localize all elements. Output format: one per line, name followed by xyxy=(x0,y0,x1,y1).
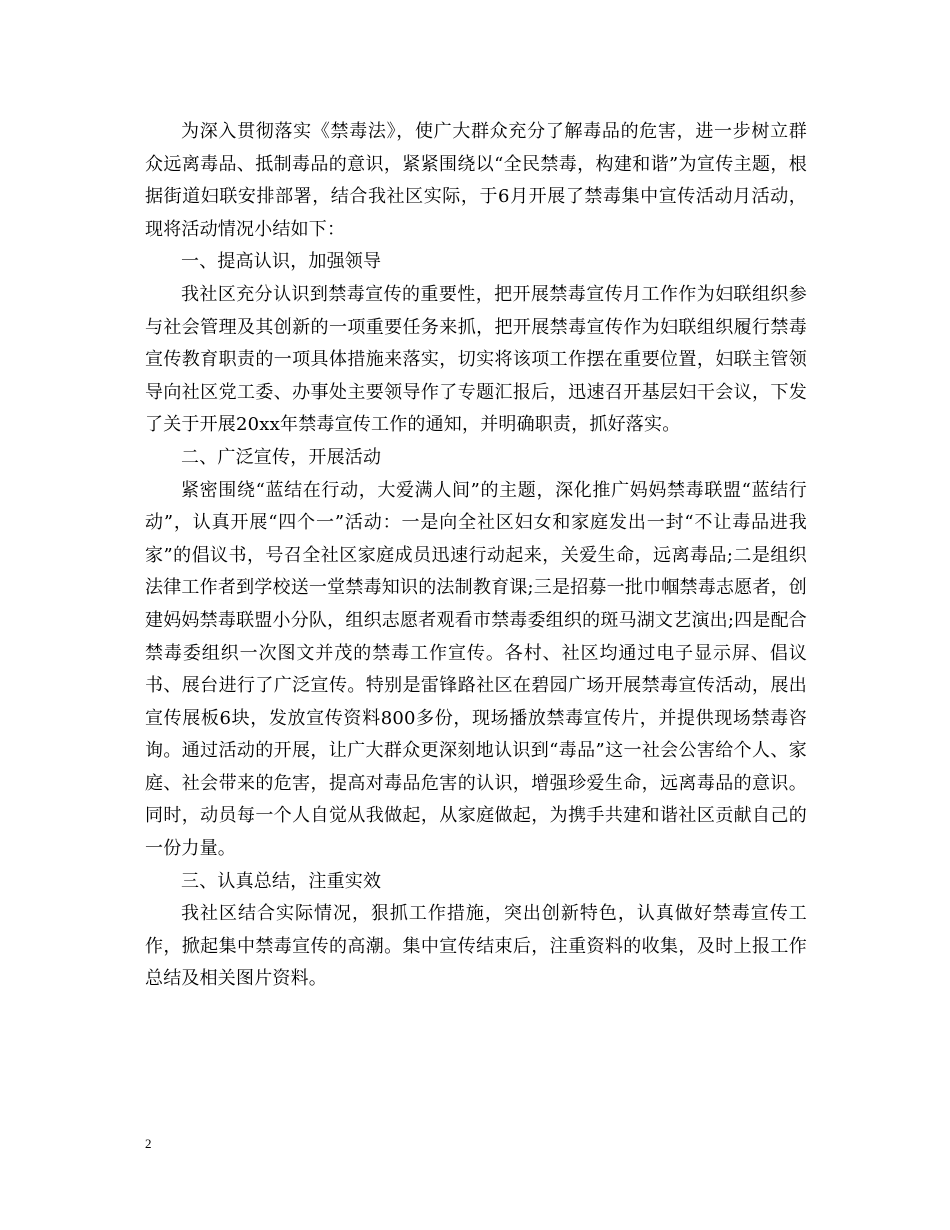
intro-paragraph: 为深入贯彻落实《禁毒法》，使广大群众充分了解毒品的危害，进一步树立群众远离毒品、抵制毒品的意识，紧紧围绕以“全民禁毒，构建和谐”为宣传主题，根据街道妇联安排部署，结合我社区实际，于6月开展了禁毒集中宣传活动月活动，现将活动情况小结如下： xyxy=(145,121,807,240)
section-heading-3: 三、认真总结，注重实效 xyxy=(181,870,382,892)
section-3-paragraph: 我社区结合实际情况，狠抓工作措施，突出创新特色，认真做好禁毒宣传工作，掀起集中禁毒宣传的高潮。集中宣传结束后，注重资料的收集，及时上报工作总结及相关图片资料。 xyxy=(145,903,807,990)
document-body xyxy=(145,116,807,996)
section-2-paragraph: 紧密围绕“蓝结在行动，大爱满人间”的主题，深化推广妈妈禁毒联盟“蓝结行动”，认真开展“四个一”活动：一是向全社区妇女和家庭发出一封“不让毒品进我家”的倡议书，号召全社区家庭成员迅速行动起来，关爱生命，远离毒品;二是组织法律工作者到学校送一堂禁毒知识的法制教育课;三是招募一批巾帼禁毒志愿者，创建妈妈禁毒联盟小分队，组织志愿者观看市禁毒委组织的斑马湖文艺演出;四是配合禁毒委组织一次图文并茂的禁毒工作宣传。各村、社区均通过电子显示屏、倡议书、展台进行了广泛宣传。特别是雷锋路社区在碧园广场开展禁毒宣传活动，展出宣传展板6块，发放宣传资料800多份，现场播放禁毒宣传片，并提供现场禁毒咨询。通过活动的开展，让广大群众更深刻地认识到“毒品”这一社会公害给个人、家庭、社会带来的危害，提高对毒品危害的认识，增强珍爱生命，远离毒品的意识。同时，动员每一个人自觉从我做起，从家庭做起，为携手共建和谐社区贡献自己的一份力量。 xyxy=(145,479,807,860)
section-heading-1: 一、提高认识，加强领导 xyxy=(181,251,382,273)
section-heading-2: 二、广泛宣传，开展活动 xyxy=(181,446,382,468)
section-1-paragraph: 我社区充分认识到禁毒宣传的重要性，把开展禁毒宣传月工作作为妇联组织参与社会管理及其创新的一项重要任务来抓，把开展禁毒宣传作为妇联组织履行禁毒宣传教育职责的一项具体措施来落实，切实将该项工作摆在重要位置，妇联主管领导向社区党工委、办事处主要领导作了专题汇报后，迅速召开基层妇干会议，下发了关于开展20xx年禁毒宣传工作的通知，并明确职责，抓好落实。 xyxy=(145,283,807,436)
page-number: 2 xyxy=(145,1136,152,1151)
